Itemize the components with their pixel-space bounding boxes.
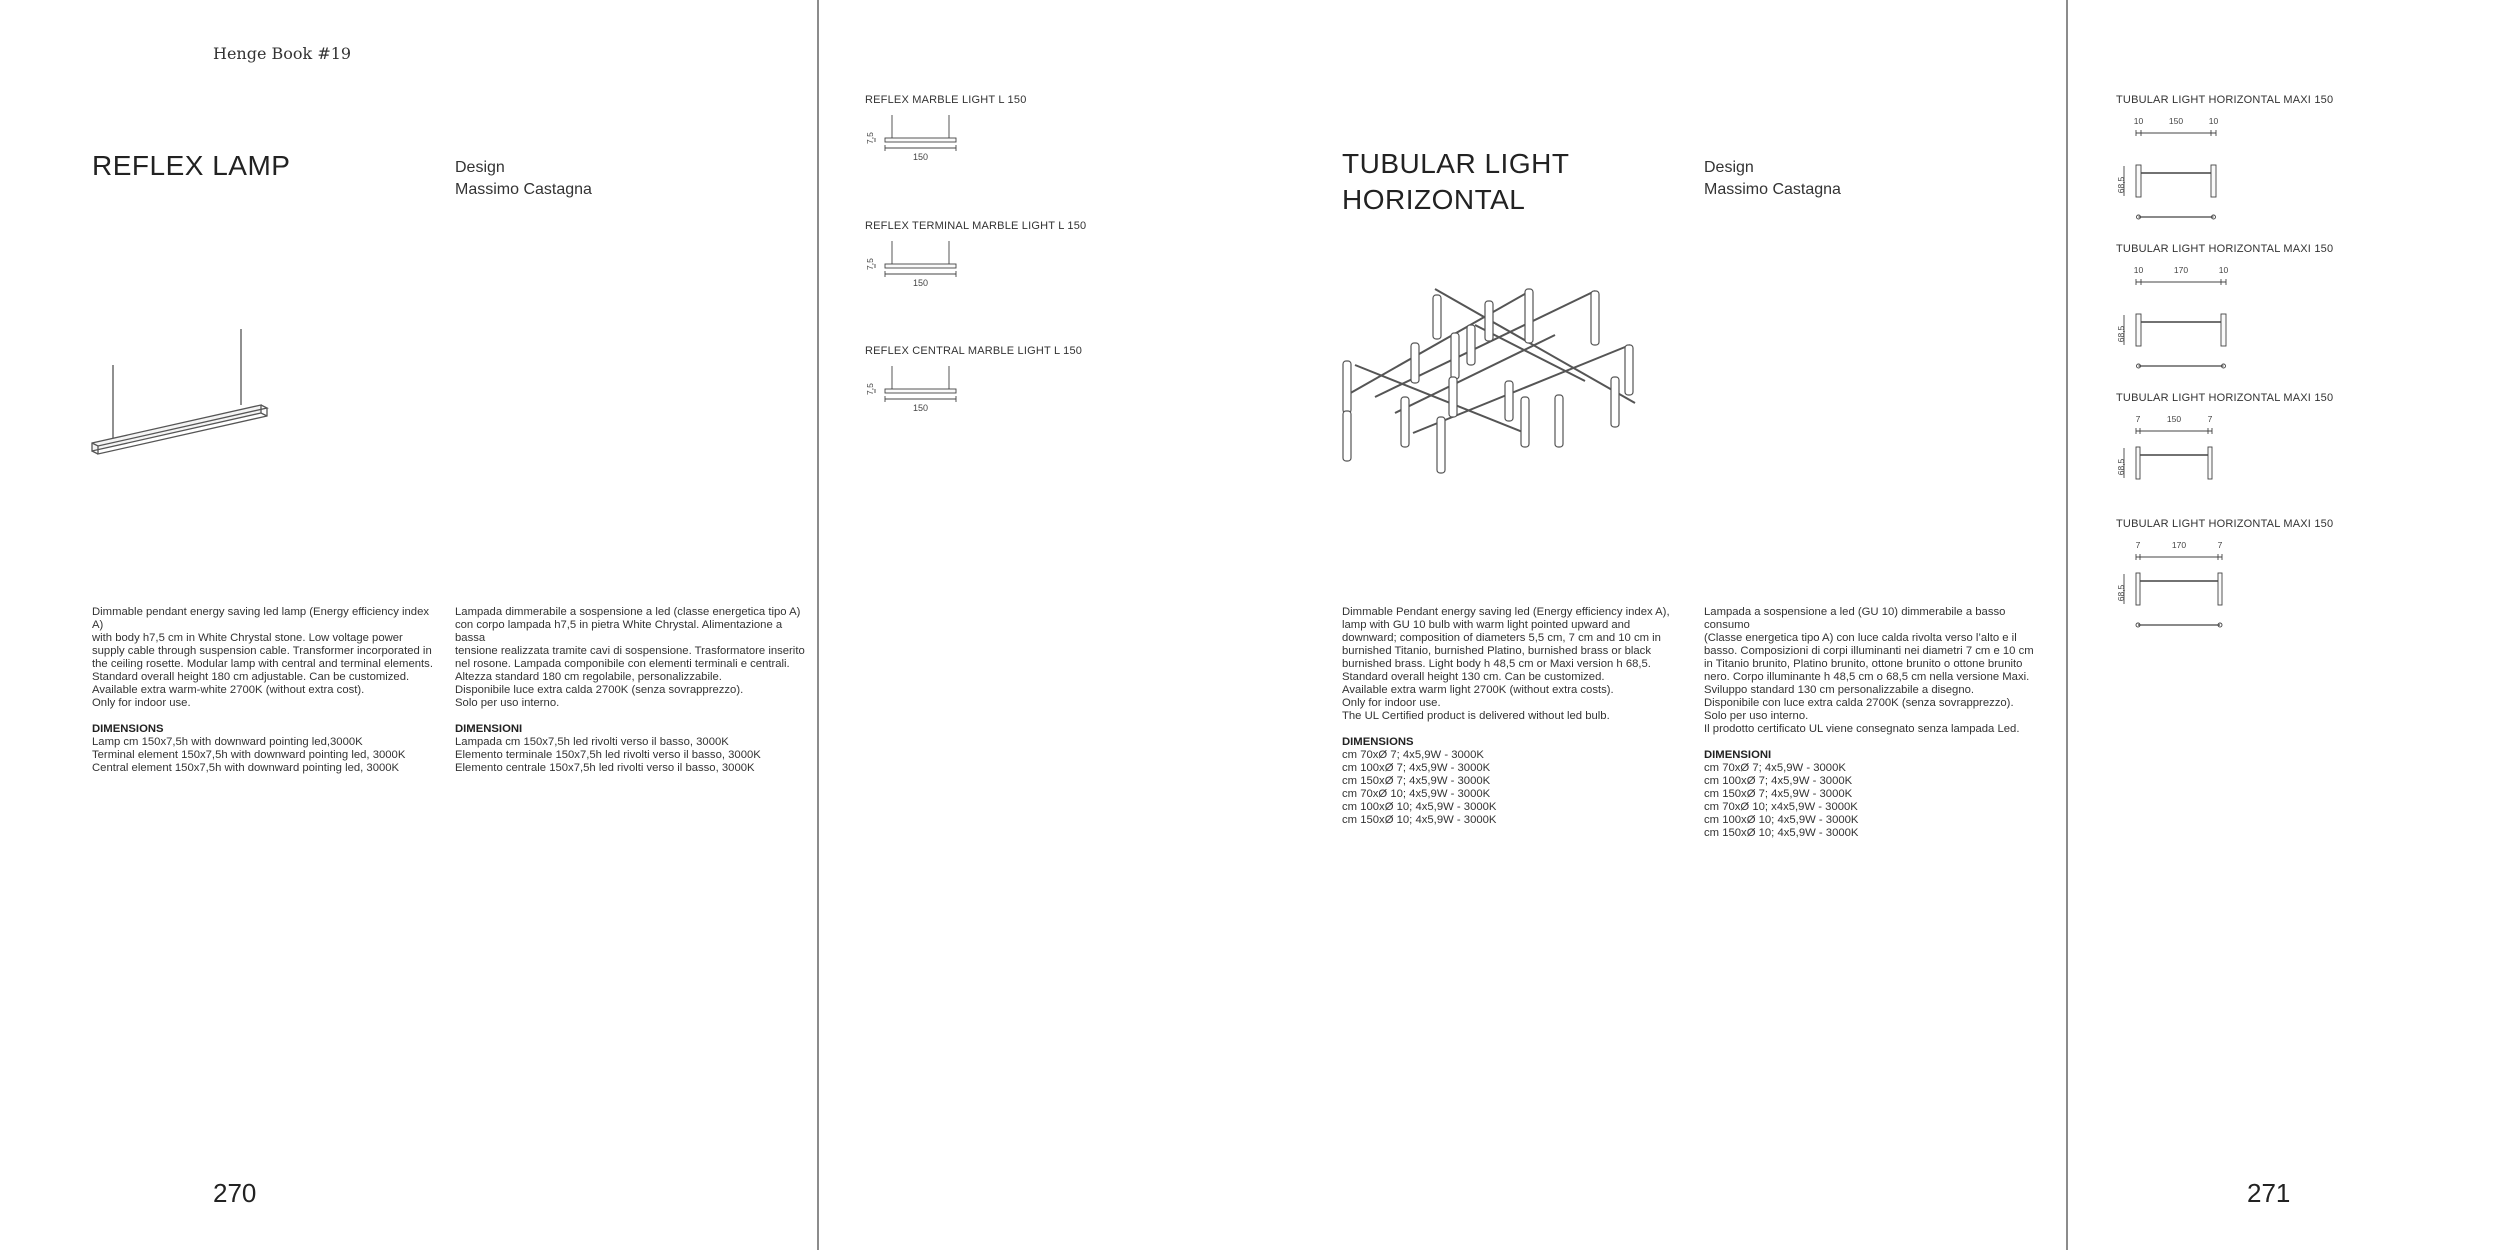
list-item: cm 100xØ 7; 4x5,9W - 3000K: [1704, 775, 1853, 787]
product-title-tubular: [1342, 146, 1569, 218]
design-credit-tubular: [1704, 157, 1841, 201]
spec-length: 170: [2173, 265, 2189, 275]
reflex-spec-drawing: [865, 363, 975, 423]
spec-height: 68,5: [2116, 584, 2126, 602]
page-number-left: 270: [213, 1178, 257, 1208]
list-item: cm 70xØ 10; x4x5,9W - 3000K: [1704, 801, 1858, 813]
dimensions-list-it: [455, 736, 805, 775]
spec-side-right: 7: [2207, 414, 2213, 424]
spec-side-right: 10: [2218, 265, 2229, 275]
tubular-spec-block-2: [2116, 243, 2416, 371]
spec-side-left: 7: [2135, 414, 2141, 424]
list-item: cm 70xØ 7; 4x5,9W - 3000K: [1342, 749, 1484, 761]
spec-height: 68,5: [2116, 458, 2126, 476]
reflex-lamp-illustration: [88, 325, 278, 470]
title-line-1: TUBULAR LIGHT: [1342, 148, 1570, 179]
reflex-italian-text: [455, 606, 805, 775]
spec-side-left: 7: [2135, 540, 2141, 550]
tubular-spec-drawing: [2116, 536, 2246, 646]
tubular-spec-drawing: [2116, 261, 2246, 371]
list-item: cm 70xØ 7; 4x5,9W - 3000K: [1704, 762, 1846, 774]
spec-side-right: 7: [2217, 540, 2223, 550]
list-item: cm 150xØ 7; 4x5,9W - 3000K: [1704, 788, 1853, 800]
spec-width-label: 150: [912, 403, 929, 413]
list-item: Elemento terminale 150x7,5h led rivolti verso il basso, 3000K: [455, 749, 761, 761]
dimensions-list-en: [1342, 749, 1692, 827]
reflex-spec-block-2: [865, 220, 1165, 298]
list-item: cm 100xØ 10; 4x5,9W - 3000K: [1342, 801, 1497, 813]
tubular-spec-block-1: [2116, 94, 2416, 222]
design-label: Design: [455, 159, 505, 176]
tubular-english-text: [1342, 606, 1692, 827]
list-item: cm 70xØ 10; 4x5,9W - 3000K: [1342, 788, 1491, 800]
dimensions-list-it: [1704, 762, 2054, 840]
spec-title: TUBULAR LIGHT HORIZONTAL MAXI 150: [2116, 518, 2334, 530]
spec-title: TUBULAR LIGHT HORIZONTAL MAXI 150: [2116, 94, 2334, 106]
tubular-spec-block-3: [2116, 392, 2416, 500]
page-number-right: 271: [2247, 1178, 2291, 1208]
tubular-spec-block-4: [2116, 518, 2416, 646]
list-item: Terminal element 150x7,5h with downward pointing led, 3000K: [92, 749, 406, 761]
description-en: Dimmable Pendant energy saving led (Energy efficiency index A), lamp with GU 10 bulb with warm light pointed upward and downward; composition of diameters 5,5 cm, 7 cm and 10 cm in burnished Titanio, burnished Platino, burnished brass or black burnished brass. Light body h 48,5 cm or Maxi version h 68,5. Standard overall height 130 cm. Can be customized. Available extra warm light 2700K (without extra costs). Only for indoor use. The UL Certified product is delivered without led bulb.: [1342, 606, 1670, 722]
list-item: cm 150xØ 7; 4x5,9W - 3000K: [1342, 775, 1491, 787]
reflex-spec-drawing: [865, 238, 975, 298]
spec-height: 68,5: [2116, 176, 2126, 194]
spec-side-right: 10: [2208, 116, 2219, 126]
tubular-italian-text: [1704, 606, 2054, 840]
dimensions-heading-en: DIMENSIONS: [1342, 736, 1414, 748]
designer-name: Massimo Castagna: [1704, 181, 1841, 198]
product-title-reflex: REFLEX LAMP: [92, 150, 291, 181]
spec-title: TUBULAR LIGHT HORIZONTAL MAXI 150: [2116, 243, 2334, 255]
spec-width-label: 150: [912, 152, 929, 162]
spec-title: REFLEX MARBLE LIGHT L 150: [865, 94, 1027, 106]
description-en: Dimmable pendant energy saving led lamp (Energy efficiency index A) with body h7,5 cm in White Chrystal stone. Low voltage power supply cable through suspension cable. Transformer incorporated in the ceiling rosette. Modular lamp with central and terminal elements. Standard overall height 180 cm adjustable. Can be customized. Available extra warm-white 2700K (without extra cost). Only for indoor use.: [92, 606, 433, 709]
description-it: Lampada a sospensione a led (GU 10) dimmerabile a basso consumo (Classe energetica tipo A) con luce calda rivolta verso l’alto e il basso. Composizioni di corpi illuminanti nei diametri 7 cm e 10 cm in Titanio brunito, Platino brunito, ottone brunito o ottone brunito nero. Corpo illuminante h 48,5 cm o 68,5 cm nella versione Maxi. Sviluppo standard 130 cm personalizzabile a disegno. Disponibile con luce extra calda 2700K (senza sovrapprezzo). Solo per uso interno. Il prodotto certificato UL viene consegnato senza lampada Led.: [1704, 606, 2034, 735]
spec-height-label: 7,5: [865, 258, 875, 270]
list-item: cm 150xØ 10; 4x5,9W - 3000K: [1342, 814, 1497, 826]
page-divider-right: [2066, 0, 2068, 1250]
design-label: Design: [1704, 159, 1754, 176]
reflex-english-text: [92, 606, 442, 775]
tubular-light-illustration: [1335, 285, 1645, 480]
spec-title: REFLEX TERMINAL MARBLE LIGHT L 150: [865, 220, 1087, 232]
list-item: cm 100xØ 7; 4x5,9W - 3000K: [1342, 762, 1491, 774]
spec-length: 150: [2166, 414, 2182, 424]
reflex-spec-drawing: [865, 112, 975, 172]
dimensions-list-en: [92, 736, 442, 775]
spec-height-label: 7,5: [865, 383, 875, 395]
reflex-spec-block-3: [865, 345, 1165, 423]
spec-title: TUBULAR LIGHT HORIZONTAL MAXI 150: [2116, 392, 2334, 404]
dimensions-heading-it: DIMENSIONI: [1704, 749, 1772, 761]
design-credit-reflex: [455, 157, 592, 201]
title-line-2: HORIZONTAL: [1342, 184, 1526, 215]
spec-title: REFLEX CENTRAL MARBLE LIGHT L 150: [865, 345, 1083, 357]
list-item: Lamp cm 150x7,5h with downward pointing led,3000K: [92, 736, 363, 748]
dimensions-heading-en: DIMENSIONS: [92, 723, 164, 735]
spec-side-left: 10: [2133, 265, 2144, 275]
spec-height: 68,5: [2116, 325, 2126, 343]
list-item: Central element 150x7,5h with downward pointing led, 3000K: [92, 762, 400, 774]
list-item: Elemento centrale 150x7,5h led rivolti verso il basso, 3000K: [455, 762, 755, 774]
page-divider-left: [817, 0, 819, 1250]
spec-side-left: 10: [2133, 116, 2144, 126]
book-title: Henge Book #19: [213, 44, 352, 63]
spec-length: 170: [2171, 540, 2187, 550]
spec-height-label: 7,5: [865, 132, 875, 144]
dimensions-heading-it: DIMENSIONI: [455, 723, 523, 735]
tubular-spec-drawing: [2116, 410, 2246, 500]
list-item: Lampada cm 150x7,5h led rivolti verso il basso, 3000K: [455, 736, 729, 748]
list-item: cm 150xØ 10; 4x5,9W - 3000K: [1704, 827, 1859, 839]
designer-name: Massimo Castagna: [455, 181, 592, 198]
tubular-spec-drawing: [2116, 112, 2246, 222]
description-it: Lampada dimmerabile a sospensione a led (classe energetica tipo A) con corpo lampada h7,5 in pietra White Chrystal. Alimentazione a bassa tensione realizzata tramite cavi di sospensione. Trasformatore inserito nel rosone. Lampada componibile con elementi terminali e centrali. Altezza standard 180 cm regolabile, personalizzabile. Disponibile luce extra calda 2700K (senza sovrapprezzo). Solo per uso interno.: [455, 606, 805, 709]
list-item: cm 100xØ 10; 4x5,9W - 3000K: [1704, 814, 1859, 826]
spec-width-label: 150: [912, 278, 929, 288]
reflex-spec-block-1: [865, 94, 1165, 172]
spec-length: 150: [2168, 116, 2184, 126]
